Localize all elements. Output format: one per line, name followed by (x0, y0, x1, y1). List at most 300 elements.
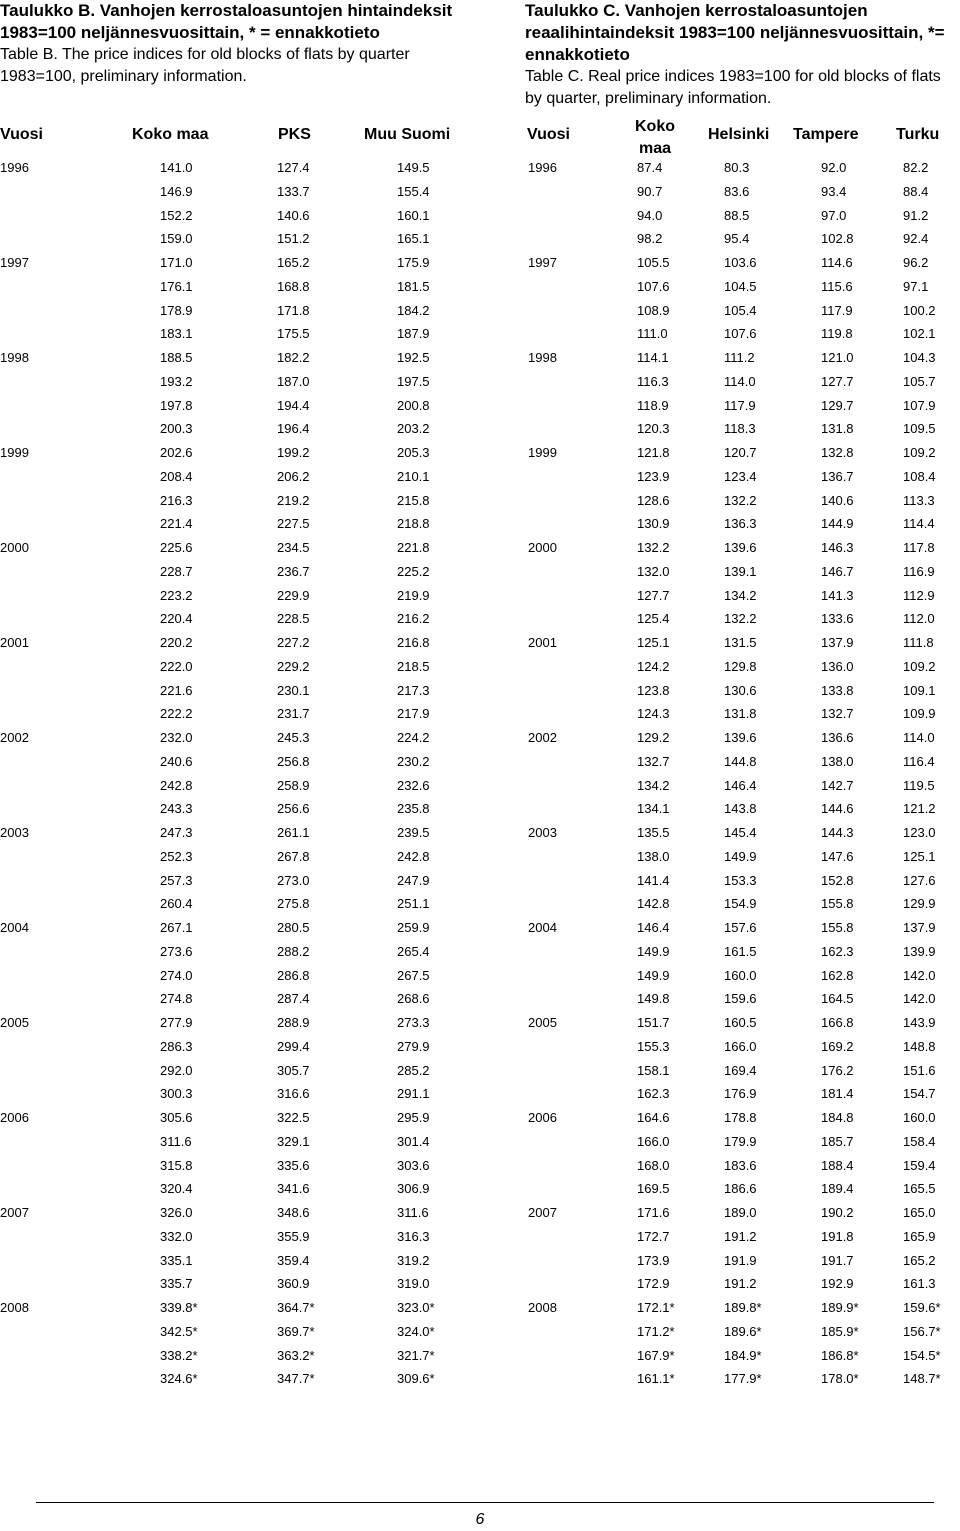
col-header-vuosi: Vuosi (0, 126, 43, 143)
table-cell: 190.2 (821, 1205, 854, 1220)
table-cell: 171.8 (277, 302, 310, 318)
table-cell: 234.5 (277, 540, 310, 555)
table-cell: 193.2 (160, 373, 193, 389)
table-cell: 127.7 (821, 373, 854, 389)
table-cell: 129.8 (724, 658, 757, 674)
table-cell: 134.1 (637, 801, 670, 817)
table-cell: 288.2 (277, 943, 310, 959)
table-cell: 115.6 (821, 278, 853, 294)
table-cell: 152.2 (160, 207, 193, 223)
table-cell: 171.2* (637, 1323, 675, 1339)
table-cell: 97.1 (903, 278, 929, 294)
table-cell: 2008 (528, 1300, 557, 1315)
table-cell: 167.9* (637, 1347, 675, 1363)
table-cell: 196.4 (277, 421, 310, 437)
table-row (0, 1296, 470, 1316)
table-cell: 161.1* (637, 1371, 675, 1387)
table-cell: 280.5 (277, 920, 310, 935)
table-cell: 2002 (0, 730, 29, 745)
table-row (525, 584, 960, 604)
table-cell: 179.9 (724, 1133, 757, 1149)
table-row (525, 227, 960, 247)
table-cell: 187.9 (397, 326, 430, 342)
table-cell: 155.3 (637, 1038, 670, 1054)
table-cell: 218.5 (397, 658, 430, 674)
table-cell: 224.2 (397, 730, 430, 745)
col-header-tampere: Tampere (793, 126, 859, 143)
table-cell: 87.4 (637, 160, 663, 175)
table-cell: 134.2 (637, 777, 670, 793)
table-cell: 267.5 (397, 967, 430, 983)
table-cell: 287.4 (277, 991, 310, 1007)
table-cell: 131.8 (724, 706, 757, 722)
table-cell: 142.8 (637, 896, 670, 912)
table-cell: 130.6 (724, 682, 757, 698)
table-row (525, 1249, 960, 1269)
table-cell: 251.1 (397, 896, 430, 912)
table-cell: 348.6 (277, 1205, 310, 1220)
table-cell: 132.7 (821, 706, 854, 722)
table-row (525, 964, 960, 984)
table-cell: 142.0 (903, 967, 936, 983)
table-cell: 186.6 (724, 1181, 757, 1197)
table-cell: 286.3 (160, 1038, 193, 1054)
table-cell: 111.0 (637, 326, 668, 342)
table-cell: 176.9 (724, 1086, 757, 1102)
table-row (0, 489, 470, 509)
table-c-title-fi: Taulukko C. Vanhojen kerrostaloasuntojen reaalihintaindeksit 1983=100 neljännesvuosittain, *= ennakkotieto (525, 1, 945, 64)
table-cell: 192.9 (821, 1276, 854, 1292)
table-row (0, 394, 470, 414)
table-row (525, 204, 960, 224)
table-cell: 279.9 (397, 1038, 430, 1054)
table-cell: 301.4 (397, 1133, 430, 1149)
table-cell: 189.0 (724, 1205, 757, 1220)
table-cell: 360.9 (277, 1276, 310, 1292)
table-row (525, 275, 960, 295)
table-row (525, 702, 960, 722)
table-row (525, 726, 960, 746)
table-cell: 165.5 (903, 1181, 936, 1197)
table-cell: 228.7 (160, 563, 193, 579)
table-row (525, 892, 960, 912)
table-row (0, 417, 470, 437)
table-cell: 229.9 (277, 587, 310, 603)
table-cell: 108.9 (637, 302, 670, 318)
table-cell: 178.8 (724, 1110, 757, 1125)
table-cell: 339.8* (160, 1300, 198, 1315)
table-row (0, 655, 470, 675)
table-cell: 165.2 (903, 1252, 936, 1268)
table-cell: 116.3 (637, 373, 669, 389)
table-row (0, 1367, 470, 1387)
table-cell: 252.3 (160, 848, 193, 864)
table-row (0, 1035, 470, 1055)
table-cell: 256.8 (277, 753, 310, 769)
table-cell: 102.1 (903, 326, 936, 342)
table-cell: 120.3 (637, 421, 670, 437)
table-cell: 222.2 (160, 706, 193, 722)
table-row (525, 417, 960, 437)
table-cell: 133.7 (277, 183, 310, 199)
table-row (525, 607, 960, 627)
table-cell: 119.5 (903, 777, 935, 793)
table-cell: 236.7 (277, 563, 310, 579)
table-cell: 159.4 (903, 1157, 936, 1173)
table-cell: 175.9 (397, 255, 430, 270)
table-row (525, 536, 960, 556)
table-cell: 148.8 (903, 1038, 936, 1054)
table-row (525, 845, 960, 865)
table-cell: 242.8 (160, 777, 193, 793)
table-cell: 268.6 (397, 991, 430, 1007)
table-cell: 94.0 (637, 207, 663, 223)
table-cell: 132.2 (724, 492, 757, 508)
table-row (0, 869, 470, 889)
table-cell: 109.1 (903, 682, 936, 698)
table-cell: 247.3 (160, 825, 193, 840)
table-row (0, 987, 470, 1007)
table-row (525, 821, 960, 841)
table-row (0, 1059, 470, 1079)
table-cell: 219.9 (397, 587, 430, 603)
table-cell: 107.9 (903, 397, 936, 413)
table-cell: 117.9 (724, 397, 756, 413)
table-cell: 105.4 (724, 302, 757, 318)
table-cell: 144.3 (821, 825, 854, 840)
table-cell: 200.8 (397, 397, 430, 413)
table-row (0, 584, 470, 604)
table-cell: 267.8 (277, 848, 310, 864)
table-cell: 178.9 (160, 302, 193, 318)
table-cell: 265.4 (397, 943, 430, 959)
table-cell: 102.8 (821, 231, 854, 247)
table-cell: 185.9* (821, 1323, 859, 1339)
table-cell: 191.2 (724, 1276, 757, 1292)
table-cell: 221.8 (397, 540, 430, 555)
table-row (525, 940, 960, 960)
table-row (0, 679, 470, 699)
table-cell: 145.4 (724, 825, 757, 840)
table-cell: 105.7 (903, 373, 936, 389)
table-cell: 228.5 (277, 611, 310, 627)
table-cell: 104.5 (724, 278, 757, 294)
table-cell: 2000 (528, 540, 557, 555)
table-cell: 160.1 (397, 207, 430, 223)
table-cell: 172.9 (637, 1276, 670, 1292)
table-cell: 141.3 (821, 587, 854, 603)
table-cell: 197.5 (397, 373, 430, 389)
table-row (525, 774, 960, 794)
table-cell: 121.2 (903, 801, 936, 817)
table-cell: 205.3 (397, 445, 430, 460)
table-cell: 119.8 (821, 326, 853, 342)
table-cell: 116.4 (903, 753, 935, 769)
table-cell: 256.6 (277, 801, 310, 817)
table-cell: 169.4 (724, 1062, 757, 1078)
table-row (525, 916, 960, 936)
table-cell: 342.5* (160, 1323, 198, 1339)
table-cell: 291.1 (397, 1086, 430, 1102)
table-row (525, 1035, 960, 1055)
table-c-header (525, 116, 960, 156)
table-cell: 164.5 (821, 991, 854, 1007)
table-cell: 324.6* (160, 1371, 198, 1387)
table-cell: 2008 (0, 1300, 29, 1315)
table-row (525, 512, 960, 532)
table-cell: 104.3 (903, 350, 936, 365)
table-cell: 309.6* (397, 1371, 435, 1387)
table-cell: 1998 (0, 350, 29, 365)
table-cell: 242.8 (397, 848, 430, 864)
table-cell: 114.0 (903, 730, 935, 745)
table-cell: 154.5* (903, 1347, 941, 1363)
table-cell: 2007 (528, 1205, 557, 1220)
table-cell: 129.2 (637, 730, 670, 745)
table-cell: 1997 (528, 255, 557, 270)
table-row (525, 1225, 960, 1245)
table-cell: 321.7* (397, 1347, 435, 1363)
table-c-title-en: Table C. Real price indices 1983=100 for old blocks of flats by quarter, preliminary information. (525, 68, 941, 107)
table-cell: 273.6 (160, 943, 193, 959)
table-cell: 141.0 (160, 160, 193, 175)
table-cell: 222.0 (160, 658, 193, 674)
table-cell: 259.9 (397, 920, 430, 935)
table-cell: 96.2 (903, 255, 929, 270)
table-cell: 112.9 (903, 587, 935, 603)
table-cell: 95.4 (724, 231, 750, 247)
table-cell: 146.4 (637, 920, 670, 935)
table-cell: 144.9 (821, 516, 854, 532)
table-cell: 305.7 (277, 1062, 310, 1078)
table-cell: 151.7 (637, 1015, 670, 1030)
table-cell: 161.3 (903, 1276, 936, 1292)
col-header-muu-suomi: Muu Suomi (364, 126, 451, 143)
table-cell: 181.4 (821, 1086, 854, 1102)
table-row (0, 512, 470, 532)
table-cell: 300.3 (160, 1086, 193, 1102)
table-cell: 140.6 (277, 207, 310, 223)
table-cell: 160.0 (724, 967, 757, 983)
table-row (0, 964, 470, 984)
table-cell: 258.9 (277, 777, 310, 793)
table-cell: 118.9 (637, 397, 669, 413)
table-cell: 92.0 (821, 160, 847, 175)
table-cell: 1997 (0, 255, 29, 270)
table-row (525, 631, 960, 651)
table-cell: 347.7* (277, 1371, 315, 1387)
table-cell: 98.2 (637, 231, 663, 247)
table-cell: 183.1 (160, 326, 193, 342)
table-cell: 191.2 (724, 1228, 757, 1244)
table-cell: 257.3 (160, 872, 193, 888)
table-cell: 165.0 (903, 1205, 936, 1220)
table-row (0, 180, 470, 200)
table-cell: 161.5 (724, 943, 757, 959)
table-cell: 91.2 (903, 207, 929, 223)
table-row (0, 1201, 470, 1221)
table-cell: 181.5 (397, 278, 430, 294)
table-row (525, 1296, 960, 1316)
table-cell: 218.8 (397, 516, 430, 532)
table-row (525, 1059, 960, 1079)
table-cell: 149.5 (397, 160, 430, 175)
table-cell: 143.9 (903, 1015, 936, 1030)
table-cell: 245.3 (277, 730, 310, 745)
table-row (525, 987, 960, 1007)
table-cell: 189.8* (724, 1300, 762, 1315)
table-cell: 129.9 (903, 896, 936, 912)
table-row (525, 299, 960, 319)
table-cell: 166.8 (821, 1015, 854, 1030)
table-cell: 117.9 (821, 302, 853, 318)
table-row (0, 1225, 470, 1245)
table-cell: 324.0* (397, 1323, 435, 1339)
table-b-title-fi: Taulukko B. Vanhojen kerrostaloasuntojen hintaindeksit 1983=100 neljännesvuosittain, * = ennakkotieto (0, 1, 453, 42)
table-cell: 159.0 (160, 231, 193, 247)
table-cell: 116.9 (903, 563, 935, 579)
table-cell: 171.6 (637, 1205, 670, 1220)
table-cell: 2000 (0, 540, 29, 555)
table-cell: 184.9* (724, 1347, 762, 1363)
table-cell: 152.8 (821, 872, 854, 888)
table-cell: 108.4 (903, 468, 936, 484)
table-cell: 225.6 (160, 540, 193, 555)
table-cell: 123.4 (724, 468, 757, 484)
table-cell: 166.0 (637, 1133, 670, 1149)
table-cell: 369.7* (277, 1323, 315, 1339)
table-cell: 232.6 (397, 777, 430, 793)
table-cell: 121.8 (637, 445, 670, 460)
table-cell: 168.8 (277, 278, 310, 294)
table-row (525, 1177, 960, 1197)
table-cell: 144.8 (724, 753, 757, 769)
table-cell: 1999 (528, 445, 557, 460)
col-header-koko-maa: Koko maa (635, 118, 675, 157)
table-cell: 335.7 (160, 1276, 193, 1292)
table-cell: 114.6 (821, 255, 853, 270)
table-cell: 165.9 (903, 1228, 936, 1244)
table-cell: 146.4 (724, 777, 757, 793)
table-cell: 299.4 (277, 1038, 310, 1054)
table-cell: 2003 (528, 825, 557, 840)
footer-divider (36, 1502, 934, 1503)
table-cell: 125.1 (903, 848, 936, 864)
table-cell: 142.0 (903, 991, 936, 1007)
table-cell: 2006 (528, 1110, 557, 1125)
col-header-turku: Turku (896, 126, 940, 143)
table-cell: 288.9 (277, 1015, 310, 1030)
table-row (0, 1011, 470, 1031)
table-cell: 191.9 (724, 1252, 757, 1268)
table-row (0, 1320, 470, 1340)
table-cell: 208.4 (160, 468, 193, 484)
table-cell: 243.3 (160, 801, 193, 817)
table-cell: 159.6 (724, 991, 757, 1007)
table-row (0, 204, 470, 224)
table-row (525, 1106, 960, 1126)
table-cell: 107.6 (724, 326, 757, 342)
table-cell: 165.2 (277, 255, 310, 270)
table-cell: 229.2 (277, 658, 310, 674)
table-cell: 138.0 (821, 753, 854, 769)
table-cell: 335.6 (277, 1157, 310, 1173)
table-row (0, 607, 470, 627)
table-cell: 216.8 (397, 635, 430, 650)
table-cell: 231.7 (277, 706, 310, 722)
table-cell: 162.3 (821, 943, 854, 959)
table-row (0, 702, 470, 722)
table-cell: 183.6 (724, 1157, 757, 1173)
table-cell: 166.0 (724, 1038, 757, 1054)
table-cell: 109.2 (903, 658, 936, 674)
table-row (0, 845, 470, 865)
table-row (0, 251, 470, 271)
table-cell: 100.2 (903, 302, 936, 318)
table-cell: 247.9 (397, 872, 430, 888)
table-row (525, 560, 960, 580)
table-cell: 120.7 (724, 445, 757, 460)
table-cell: 132.0 (637, 563, 670, 579)
table-row (0, 227, 470, 247)
table-cell: 185.7 (821, 1133, 854, 1149)
table-cell: 303.6 (397, 1157, 430, 1173)
table-cell: 329.1 (277, 1133, 310, 1149)
table-cell: 132.2 (724, 611, 757, 627)
table-cell: 311.6 (160, 1133, 192, 1149)
table-c-body (525, 156, 960, 1391)
table-cell: 169.2 (821, 1038, 854, 1054)
table-cell: 275.8 (277, 896, 310, 912)
table-row (525, 1320, 960, 1340)
table-cell: 2003 (0, 825, 29, 840)
table-row (0, 1177, 470, 1197)
table-cell: 109.2 (903, 445, 936, 460)
table-cell: 177.9* (724, 1371, 762, 1387)
table-cell: 158.4 (903, 1133, 936, 1149)
table-cell: 216.3 (160, 492, 193, 508)
table-cell: 319.0 (397, 1276, 430, 1292)
table-cell: 363.2* (277, 1347, 315, 1363)
table-cell: 146.7 (821, 563, 854, 579)
table-row (0, 1082, 470, 1102)
col-header-pks: PKS (278, 126, 311, 143)
table-row (0, 275, 470, 295)
table-cell: 223.2 (160, 587, 193, 603)
table-cell: 2002 (528, 730, 557, 745)
table-cell: 220.2 (160, 635, 193, 650)
table-cell: 184.8 (821, 1110, 854, 1125)
table-cell: 172.7 (637, 1228, 670, 1244)
table-row (0, 536, 470, 556)
table-cell: 137.9 (821, 635, 854, 650)
table-cell: 206.2 (277, 468, 310, 484)
table-cell: 194.4 (277, 397, 310, 413)
table-row (0, 441, 470, 461)
table-cell: 134.2 (724, 587, 757, 603)
table-cell: 1996 (528, 160, 557, 175)
table-cell: 149.9 (637, 967, 670, 983)
table-cell: 2001 (528, 635, 557, 650)
table-cell: 127.4 (277, 160, 310, 175)
table-cell: 219.2 (277, 492, 310, 508)
table-cell: 118.3 (724, 421, 756, 437)
table-cell: 139.6 (724, 540, 757, 555)
table-cell: 160.0 (903, 1110, 936, 1125)
table-row (0, 726, 470, 746)
table-cell: 274.8 (160, 991, 193, 1007)
table-cell: 188.5 (160, 350, 193, 365)
